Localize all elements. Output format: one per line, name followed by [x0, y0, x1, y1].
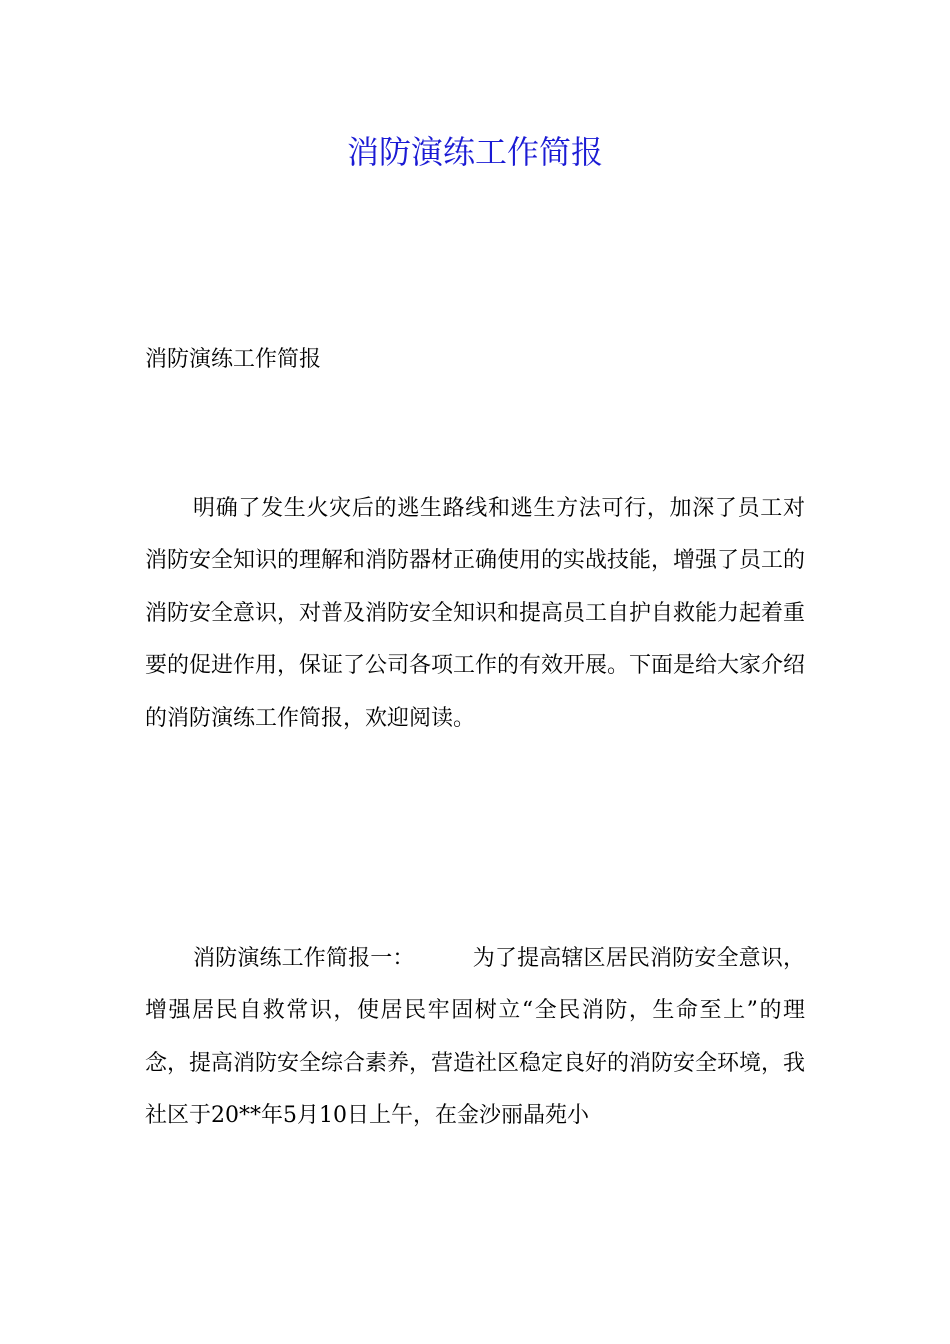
section-one-heading: 消防演练工作简报一：: [193, 946, 415, 971]
document-title: 消防演练工作简报: [346, 133, 603, 171]
intro-paragraph: 明确了发生火灾后的逃生路线和逃生方法可行，加深了员工对消防安全知识的理解和消防器材正确使用的实战技能，增强了员工的消防安全意识，对普及消防安全知识和提高员工自护自救能力起着重要的促进作用，保证了公司各项工作的有效开展。下面是给大家介绍的消防演练工作简报，欢迎阅读。: [145, 496, 806, 731]
section-one-paragraph: [145, 933, 805, 1143]
section-one-text: 为了提高辖区居民消防安全意识，增强居民自救常识，使居民牢固树立“全民消防，生命至上”的理念，提高消防安全综合素养，营造社区稳定良好的消防安全环境，我社区于20**年5月10日上午，在金沙丽晶苑小: [145, 946, 806, 1129]
document-subtitle: 消防演练工作简报: [145, 347, 322, 372]
